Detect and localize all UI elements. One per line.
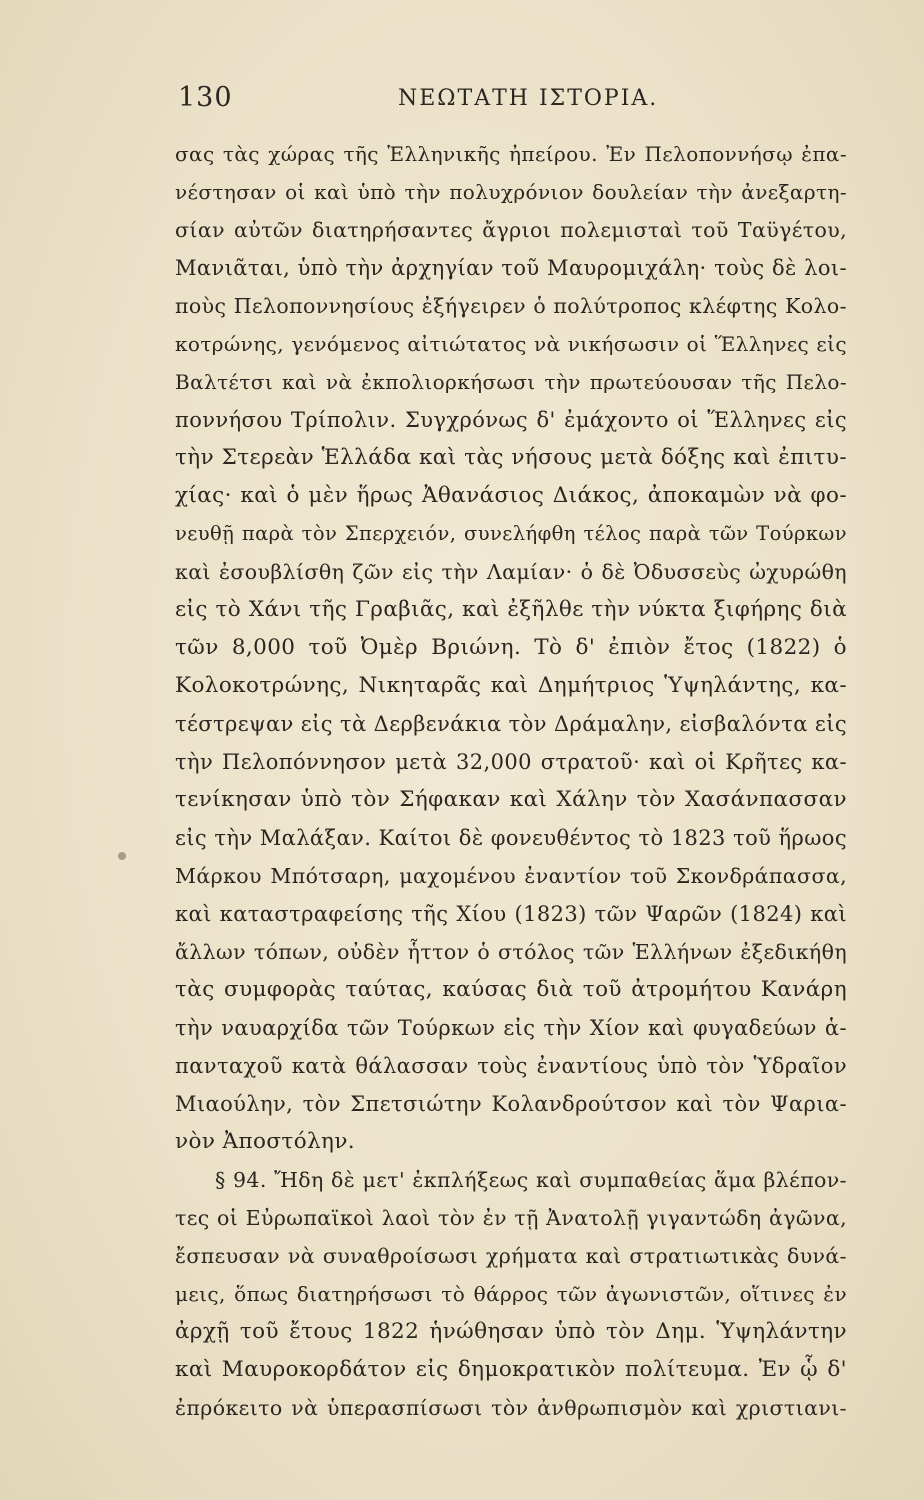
page-number: 130 [178, 82, 233, 113]
text-line: τενίκησαν ὑπὸ τὸν Σήφακαν καὶ Χάλην τὸν Χασάνπασσαν [175, 787, 847, 812]
text-line: εἰς τὸ Χάνι τῆς Γραβιᾶς, καὶ ἐξῆλθε τὴν νύκτα ξιφήρης διὰ [175, 597, 847, 622]
text-line: χίας· καὶ ὁ μὲν ἥρως Ἀθανάσιος Διάκος, ἀποκαμὼν νὰ φο- [175, 483, 847, 508]
text-line: μεις, ὅπως διατηρήσωσι τὸ θάρρος τῶν ἀγωνιστῶν, οἵτινες ἐν [175, 1282, 847, 1306]
text-line: καὶ Μαυροκορδάτον εἰς δημοκρατικὸν πολίτευμα. Ἐν ᾧ δ' [175, 1357, 847, 1382]
section-94-first-line: § 94. Ἤδη δὲ μετ' ἐκπλήξεως καὶ συμπαθείας ἅμα βλέπον- [215, 1168, 847, 1192]
paragraph-end-line: νὸν Ἀποστόλην. [175, 1129, 356, 1154]
text-line: ἔσπευσαν νὰ συναθροίσωσι χρήματα καὶ στρατιωτικὰς δυνά- [175, 1244, 847, 1268]
text-line: καὶ ἐσουβλίσθη ζῶν εἰς τὴν Λαμίαν· ὁ δὲ Ὀδυσσεὺς ὠχυρώθη [175, 560, 847, 584]
text-line: σας τὰς χώρας τῆς Ἑλληνικῆς ἠπείρου. Ἐν Πελοποννήσῳ ἐπα- [175, 142, 847, 166]
text-line: Μάρκου Μπότσαρη, μαχομένου ἐναντίον τοῦ Σκονδράπασσα, [175, 864, 847, 888]
body-text [175, 135, 847, 1427]
text-line: κοτρώνης, γενόμενος αἰτιώτατος νὰ νικήσωσιν οἱ Ἕλληνες εἰς [175, 332, 847, 356]
text-line: τῶν 8,000 τοῦ Ὀμὲρ Βριώνη. Τὸ δ' ἐπιὸν ἔτος (1822) ὁ [175, 635, 847, 660]
text-line: εἰς τὴν Μαλάξαν. Καίτοι δὲ φονευθέντος τὸ 1823 τοῦ ἥρωος [175, 826, 847, 850]
text-line: τες οἱ Εὐρωπαϊκοὶ λαοὶ τὸν ἐν τῇ Ἀνατολῇ γιγαντώδη ἀγῶνα, [175, 1206, 847, 1230]
text-line: νευθῇ παρὰ τὸν Σπερχειόν, συνελήφθη τέλος παρὰ τῶν Τούρκων [175, 522, 847, 545]
text-line: πανταχοῦ κατὰ θάλασσαν τοὺς ἐναντίους ὑπὸ τὸν Ὑδραῖον [175, 1054, 847, 1078]
text-line: Κολοκοτρώνης, Νικηταρᾶς καὶ Δημήτριος Ὑψηλάντης, κα- [175, 673, 847, 698]
text-line: ἄλλων τόπων, οὐδὲν ἧττον ὁ στόλος τῶν Ἑλλήνων ἐξεδικήθη [175, 940, 847, 964]
text-line: τέστρεψαν εἰς τὰ Δερβενάκια τὸν Δράμαλην, εἰσβαλόντα εἰς [175, 712, 847, 736]
text-line: ἐπρόκειτο νὰ ὑπερασπίσωσι τὸν ἀνθρωπισμὸν καὶ χριστιανι- [175, 1396, 847, 1420]
text-line: καὶ καταστραφείσης τῆς Χίου (1823) τῶν Ψαρῶν (1824) καὶ [175, 902, 847, 926]
text-line: ἀρχῇ τοῦ ἔτους 1822 ἡνώθησαν ὑπὸ τὸν Δημ. Ὑψηλάντην [175, 1319, 847, 1344]
text-line: ποὺς Πελοποννησίους ἐξήγειρεν ὁ πολύτροπος κλέφτης Κολο- [175, 294, 847, 318]
running-title: ΝΕΩΤΑΤΗ ΙΣΤΟΡΙΑ. [398, 86, 659, 111]
text-line: Βαλτέτσι καὶ νὰ ἐκπολιορκήσωσι τὴν πρωτεύουσαν τῆς Πελο- [175, 370, 847, 394]
text-line: σίαν αὐτῶν διατηρήσαντες ἄγριοι πολεμισταὶ τοῦ Ταϋγέτου, [175, 218, 847, 242]
text-line: Μιαούλην, τὸν Σπετσιώτην Κολανδρούτσον καὶ τὸν Ψαρια- [175, 1092, 847, 1116]
text-line: τὴν Στερεὰν Ἑλλάδα καὶ τὰς νήσους μετὰ δόξης καὶ ἐπιτυ- [175, 445, 847, 470]
text-line: τὴν Πελοπόννησον μετὰ 32,000 στρατοῦ· καὶ οἱ Κρῆτες κα- [175, 750, 847, 774]
text-line: ποννήσου Τρίπολιν. Συγχρόνως δ' ἐμάχοντο οἱ Ἕλληνες εἰς [175, 408, 847, 432]
text-line: Μανιᾶται, ὑπὸ τὴν ἀρχηγίαν τοῦ Μαυρομιχάλη· τοὺς δὲ λοι- [175, 256, 847, 280]
text-line: τὴν ναυαρχίδα τῶν Τούρκων εἰς τὴν Χίον καὶ φυγαδεύων ἁ- [175, 1016, 847, 1040]
paper-spot [118, 852, 126, 860]
page-header [178, 82, 848, 122]
text-line: τὰς συμφορὰς ταύτας, καύσας διὰ τοῦ ἀτρομήτου Κανάρη [175, 977, 847, 1002]
text-line: νέστησαν οἱ καὶ ὑπὸ τὴν πολυχρόνιον δουλείαν τὴν ἀνεξαρτη- [175, 180, 847, 204]
